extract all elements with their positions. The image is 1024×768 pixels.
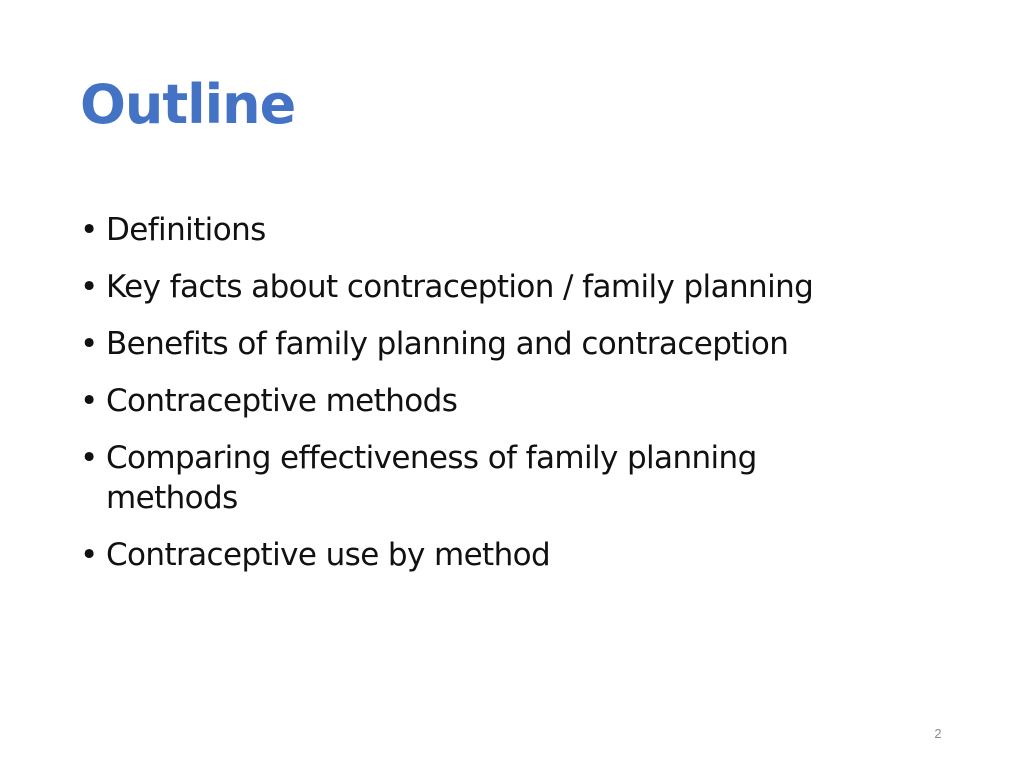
bullet-item	[80, 381, 900, 421]
bullet-icon: •	[80, 212, 99, 248]
slide-title: Outline	[80, 73, 296, 136]
bullet-item	[80, 438, 900, 518]
bullet-text: Definitions	[106, 212, 266, 248]
bullet-item	[80, 210, 900, 250]
bullet-item	[80, 535, 900, 575]
bullet-item	[80, 324, 900, 364]
bullet-text: Contraceptive methods	[106, 383, 458, 419]
bullet-item	[80, 267, 900, 307]
bullet-icon: •	[80, 440, 99, 476]
bullet-text: Comparing effectiveness of family planning methods	[106, 440, 757, 516]
page-number: 2	[934, 726, 942, 741]
bullet-text: Contraceptive use by method	[106, 537, 551, 573]
bullet-icon: •	[80, 269, 99, 305]
bullet-text: Benefits of family planning and contraception	[106, 326, 789, 362]
bullet-icon: •	[80, 537, 99, 573]
bullet-icon: •	[80, 383, 99, 419]
bullet-text: Key facts about contraception / family planning	[106, 269, 814, 305]
bullet-list	[80, 210, 900, 592]
bullet-icon: •	[80, 326, 99, 362]
